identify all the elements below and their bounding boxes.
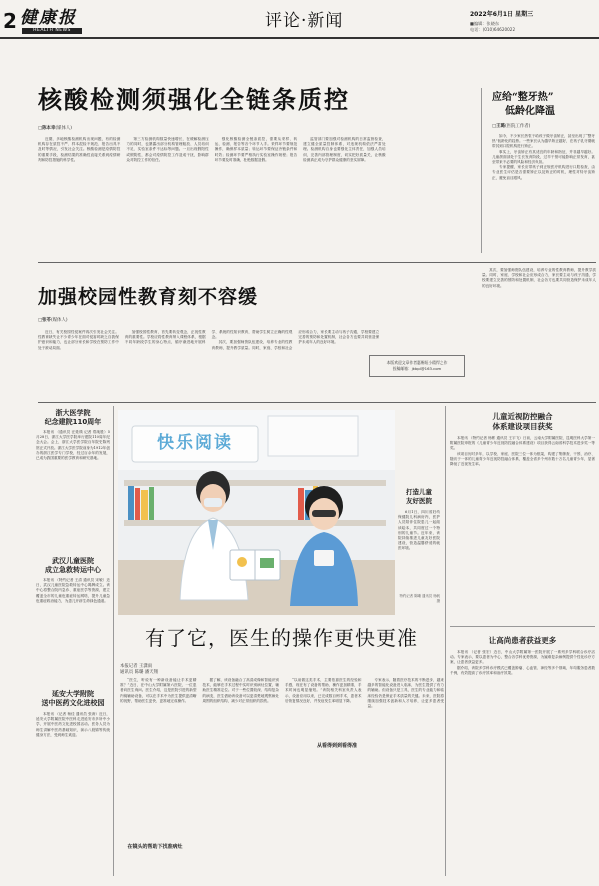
left-column-divider (113, 406, 114, 876)
side-divider (481, 88, 482, 253)
feature-paragraph: 专家表示，随着医疗技术的不断进步，越来越多的智能化设备进入临床，为医生提供了有力的辅助。但设备只是工具，医生的专业能力和临床经验仍是保证手术质量的关键。未来，医院将继续加强技术创新和人才培养，让更多患者受益。 (367, 678, 444, 709)
side-paragraph: 专家提醒，家长应带孩子到正规医疗机构进行口腔检查，由专业医生评估是否需要矫正以及矫正的时机，理性对待牙齿矫正，避免盲目跟风。 (492, 165, 595, 180)
news-photo (118, 410, 395, 615)
campus-paragraph: 近日，有关校园性侵案件再次引发社会关注。性教育缺失让不少青少年在面对侵害时缺乏自我保护意识和能力，也让部分家长和学校在预防工作中处于被动局面。 (38, 330, 119, 350)
left-news-3-title: 延安大学附院 送中医药文化进校园 (41, 690, 105, 707)
page-header (0, 0, 599, 38)
campus-body-right (482, 268, 596, 338)
feature-byline: 本报记者 王潇雨 通讯员 陈璐 潘天翔 (120, 664, 158, 675)
right-news-1-title: 儿童近视防控融合 体系建设项目获奖 (492, 412, 553, 431)
feature-subhead-1: 在镜头的帮助下找准病灶 (127, 844, 183, 850)
campus-paragraph: 其次，要加强师资队伍建设，培养专业的性教育教师，提升教学质量。同时，家庭、学校和社会应形成合力，家长要主动与孩子沟通，学校要建立完善的预防和处置机制，社会各方也要共同营造保护未成年人的良好环境。 (211, 330, 380, 350)
issue-date: 2022年6月1日 星期三 (470, 11, 534, 18)
right-news-1-body (450, 436, 595, 622)
lead-paragraph: 近期，多地核酸检测机构出现问题，有的检测机构存在质控不严、样本混检不规范、报告出具不及时等情况，引发社会关注。核酸检测是疫情防控的重要手段，检测结果的准确性直接关系到疫情研判和防控措施的科学性。 (38, 137, 121, 162)
side-byline: □王璐(医院工作者) (492, 124, 531, 129)
section-rule-2 (38, 402, 596, 403)
header-rule (0, 37, 599, 39)
editor-phone: 电话：(010)64620022 (470, 27, 516, 32)
campus-paragraph: 加强校园性教育，首先要转变观念，正视性教育的重要性。学校应将性教育纳入课程体系，根据不同年龄段学生的身心特点，循序渐进地开展科学、系统的性知识教育，帮助学生树立正确的性观念。 (124, 330, 293, 345)
photo-credit: 特约记者 陈曦 通讯员 杨帆 摄 (399, 594, 440, 603)
page-number: 2 (3, 9, 17, 33)
right-news-2-body (450, 650, 595, 876)
invite-line-1: 本版欢迎文章作者惠赐短小精悍之作 (386, 360, 448, 365)
left-news-paragraph: 本报讯 （特约记者 王清 通讯员 宋敏）近日，武汉儿童医院急救转运中心揭牌成立。该中心将整合院内急诊、重症医学等资源，建立覆盖全市的儿童危重症转运网络，提升儿童急危重症救治能力，为患儿开辟生命绿色通道。 (36, 578, 110, 603)
invite-box (369, 355, 465, 377)
feature-subhead-2: 从看得到到看得准 (316, 743, 357, 749)
feature-body (120, 678, 444, 876)
masthead-en: HEALTH NEWS (22, 28, 82, 34)
right-news-rule (450, 626, 595, 627)
side-paragraph: 事实上，牙齿矫正有其适宜的年龄和指征，并非越早越好。儿童颌面部处于生长发育阶段，过早干预可能影响正常发育，甚至带来不必要的风险和经济负担。 (492, 149, 595, 165)
photo-caption-body: 6月1日，四川省妇幼保健院儿科病房内，医护人员陪伴住院患儿一起阅读绘本，共同度过一个特别的儿童节。近年来，该院持续推进儿童友好医院建设，营造温馨舒适的就医环境。 (398, 510, 440, 551)
section-rule-1 (38, 262, 596, 263)
side-title-1: 应给“整牙热” (492, 92, 554, 103)
reading-sign: 快乐阅读 (157, 433, 233, 453)
section-title: 评论·新闻 (265, 11, 344, 31)
feature-paragraph: “医生，听说有一种新设备能让手术更精准？”近日，在中山大学附属第六医院，一位患者向医生询问。医生介绍，这是医院引进的新型内镜辅助设备，可以在手术中为医生提供更清晰的视野，帮助医生更快、更准地完成操作。 (120, 678, 197, 703)
lead-paragraph: 监管部门要加强对检测机构的日常监督检查，建立健全质量控制体系，对违规机构依法严肃处理。检测机构自身也要强化主体责任，加强人员培训，完善内部管理制度，切实把好质量关，让核酸检测真正成为守护群众健康的坚实屏障。 (303, 137, 386, 162)
left-news-3-body (36, 712, 110, 876)
feature-title: 有了它，医生的操作更快更准 (145, 626, 418, 650)
masthead-logo: 健康报 (20, 8, 77, 28)
right-news-paragraph: 本报讯 （特约记者 杨彬 通讯员 王宇飞）日前，云南大学附属医院、昆明医科大学第一附属医院申报的《儿童青少年近视防控融合体系建设》项目获得云南省科学技术进步奖一等奖。 (450, 436, 595, 451)
right-column-divider (445, 406, 446, 876)
lead-title: 核酸检测须强化全链条质控 (38, 85, 350, 114)
left-news-paragraph: 本报讯 （通讯员 汪姓瑛 记者 郑纯胜）5月28日，浙江大学医学院举行建院110周年纪念大会。会上，浙江大学医学院百年院史陈列馆正式开放。浙江大学医学院前身为1912年创办的浙江医学专门学校，经过百余年的发展，已成为我国重要的医学教育和研究基地。 (36, 430, 110, 461)
right-news-paragraph: 该项目历时多年，以学校、家庭、医院三位一体为框架，构建了集筛查、干预、治疗、随访于一体的儿童青少年近视防控融合体系，覆盖全省多个州市数十万名儿童青少年，显著降低了近视发生率。 (450, 451, 595, 467)
right-news-paragraph: 本报讯 （记者 张宏）近日，中山大学附属第一医院开展了一系列多学科联合诊疗活动。专家表示，要以患者为中心，整合各学科优势资源，为疑难复杂病例提供个性化诊疗方案，让患者获益更多。 (450, 650, 595, 665)
left-news-paragraph: 本报讯 （记者 杨佳 通讯员 张涛）近日，延安大学附属医院中医科走进延安市多所中小学，开展中医药文化进校园活动。医务人员为师生讲解中医药基础知识，演示八段锦等传统健身方法，受到师生欢迎。 (36, 712, 110, 737)
side-paragraph: 如今，不少家长热衷于给孩子做牙齿矫正，甚至出现了“整牙热”低龄化的趋势。一些家长认为越早矫正越好，在孩子乳牙期就带其到口腔机构进行矫正。 (492, 134, 595, 149)
lead-paragraph: 第三方检测机构数量快速增长，在缓解检测压力的同时，也暴露出部分机构管理粗放、人员培训不足、实验室条件不达标等问题。一旦出现假阳性或假阴性，都会对疫情防控工作造成干扰，影响群众对防控工作的信任。 (126, 137, 209, 162)
left-news-2-title: 武汉儿童医院 成立急救转运中心 (45, 557, 101, 574)
right-news-paragraph: 据介绍，该院多学科诊疗模式已覆盖肿瘤、心血管、神经等多个领域，年均服务患者数千例，有效提高了诊疗效率和治疗效果。 (450, 665, 595, 675)
editor-name: ■编辑：张晓东 (470, 21, 500, 26)
campus-byline: □张苓(媒体人) (38, 318, 68, 323)
invite-line-2: 投稿邮箱：jkbpl@163.com (392, 366, 442, 371)
campus-paragraph: 其次，要加强师资队伍建设，培养专业的性教育教师，提升教学质量。同时，家庭、学校和社会应形成合力，家长要主动与孩子沟通，学校要建立完善的预防和处置机制，社会各方也要共同营造保护未成年人的良好环境。 (482, 268, 596, 288)
feature-paragraph: 据了解，该设备融合了高清成像和智能识别技术，能够在手术过程中实时识别病灶位置，辅助医生精准定位。对于一些位置较深、结构复杂的病变，医生借助该设备可以更清楚地观察病灶周围的组织结构，减少对正常组织的损伤。 (202, 678, 279, 703)
left-news-1-title: 浙大医学院 纪念建院110周年 (44, 409, 102, 426)
lead-paragraph: 强化核酸检测全链条质控，需要从采样、转运、检测、报告等各个环节入手。采样环节要规范操作，确保样本质量；转运环节要保证冷链条件和时效；检测环节要严格执行实验室操作规程；报告环节要及时准确，杜绝数据造假。 (214, 137, 298, 162)
right-news-2-title: 让高尚患者获益更多 (488, 636, 557, 645)
campus-title: 加强校园性教育刻不容缓 (38, 286, 259, 308)
side-body (492, 134, 595, 256)
feature-paragraph: “以前做这类手术，主要依靠医生的经验和手感，现在有了设备的帮助，操作更加精准，手术时间也明显缩短。”该院相关科室负责人表示，设备应用以来，已完成数百例手术，患者术后恢复情况良好，并发症发生率明显下降。 (285, 678, 362, 703)
left-news-2-body (36, 578, 110, 684)
left-news-1-body (36, 430, 110, 551)
side-title-2: 低龄化降温 (505, 106, 555, 117)
lead-byline: □陈本幸(媒体人) (38, 126, 72, 131)
lead-body (38, 137, 474, 256)
photo-caption-title: 打造儿童 友好医院 (406, 488, 432, 505)
